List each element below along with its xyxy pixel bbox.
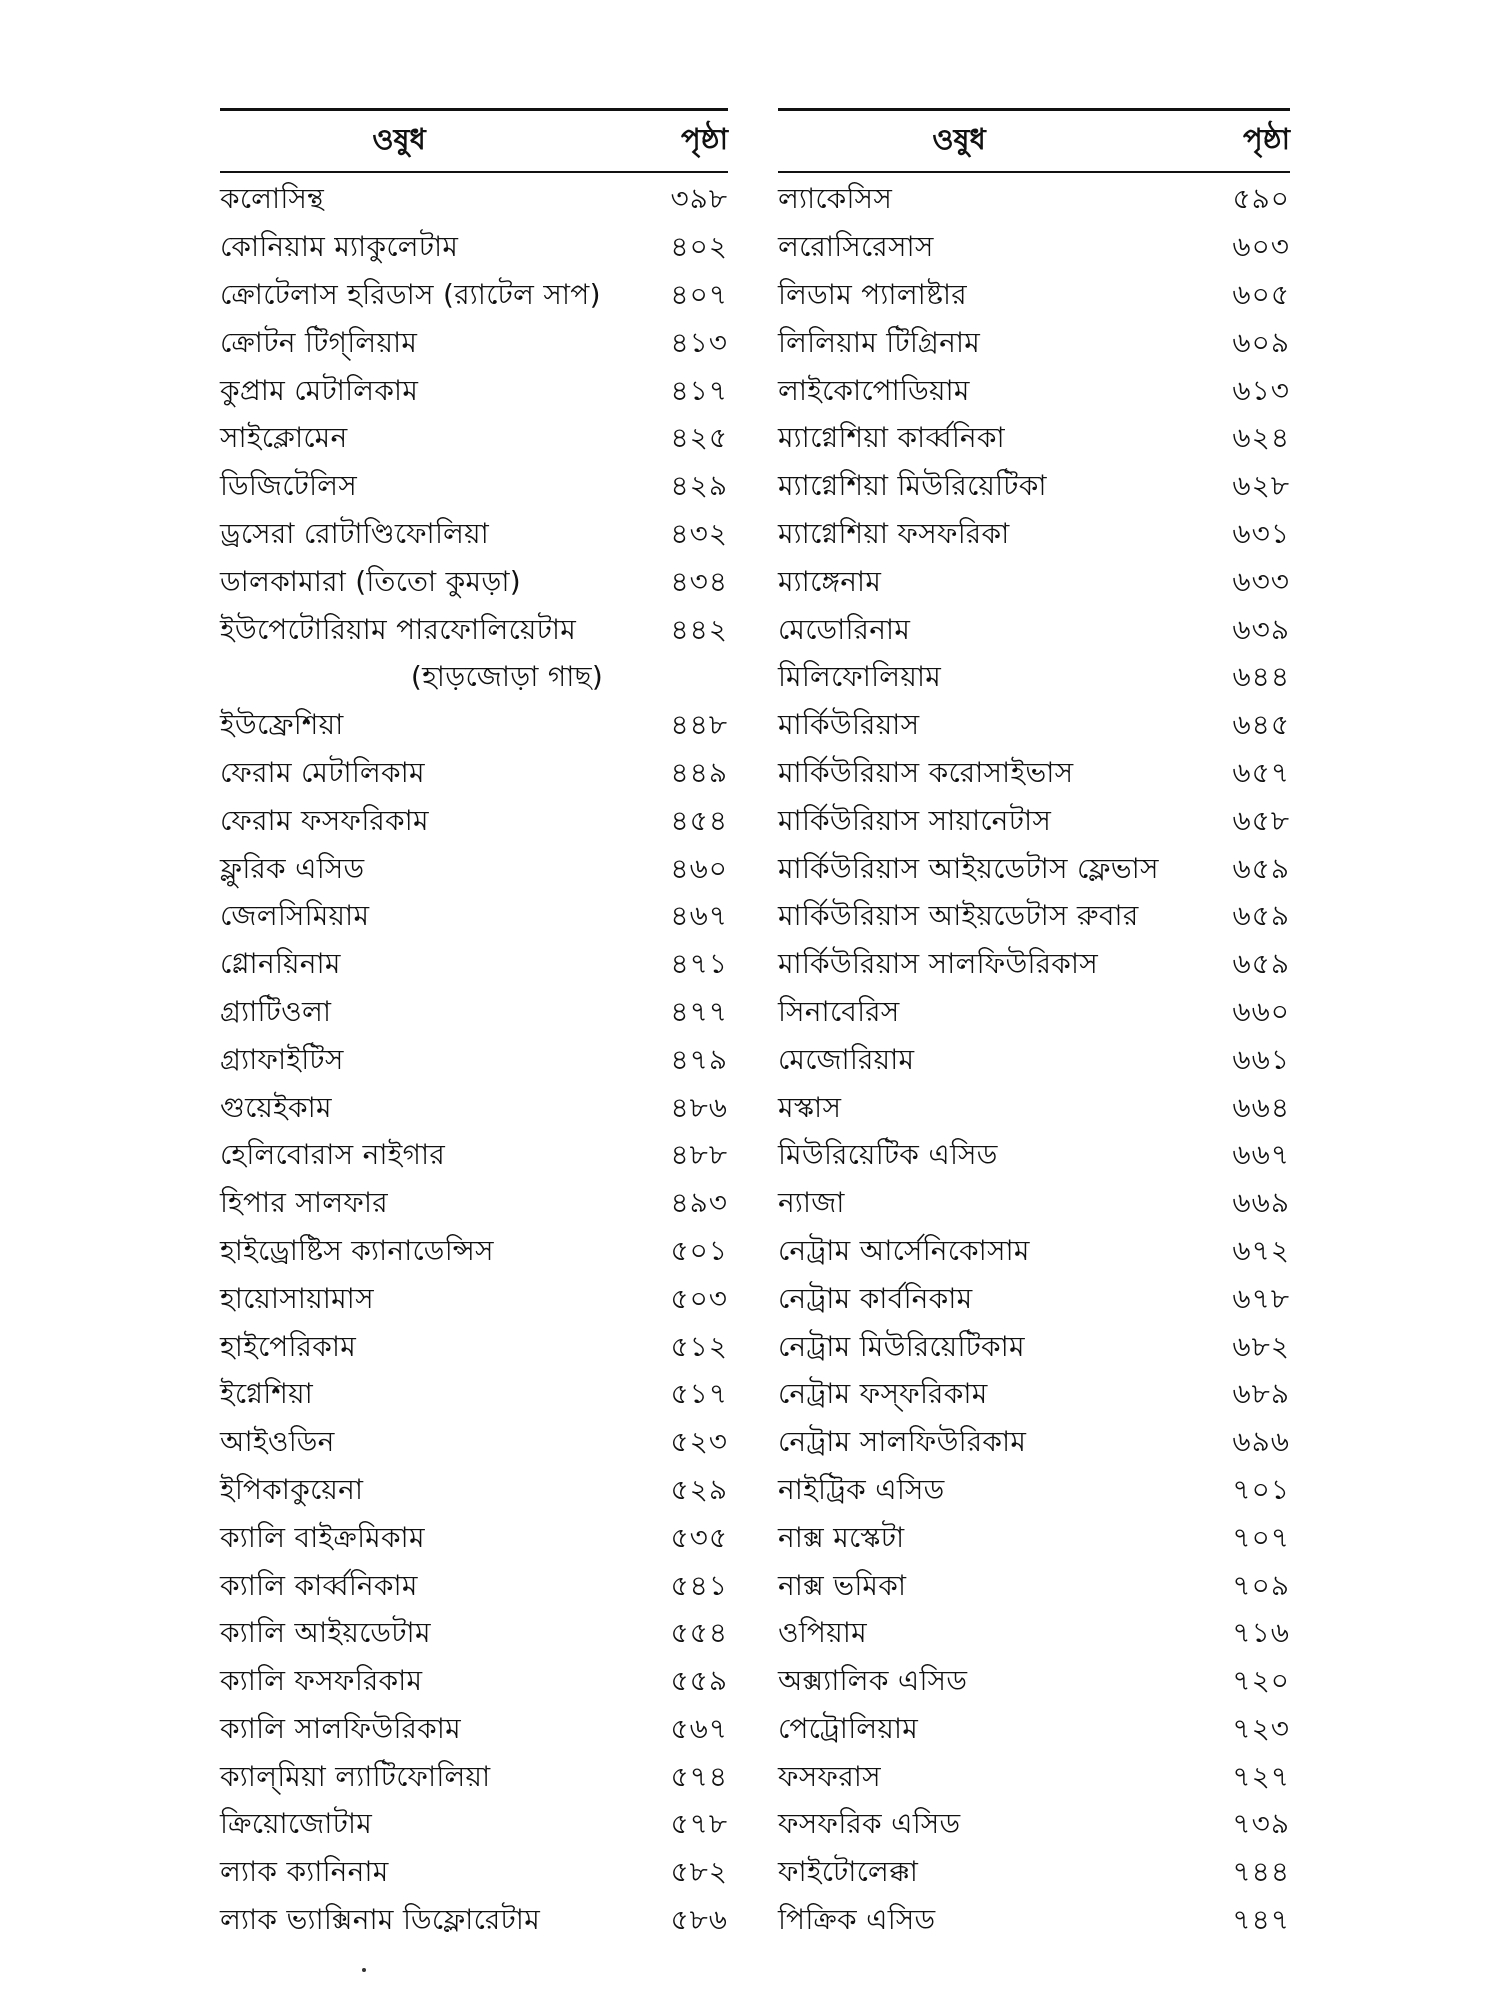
entry-name: ফেরাম মেটালিকাম bbox=[220, 755, 425, 789]
index-entry bbox=[220, 1754, 728, 1802]
entry-name: নেট্রাম ফস্‌ফরিকাম bbox=[778, 1377, 988, 1411]
entry-page: ৭২৩ bbox=[1232, 1711, 1290, 1745]
index-entry bbox=[778, 751, 1290, 799]
entry-page: ৪১৭ bbox=[670, 373, 728, 407]
index-entry bbox=[220, 846, 728, 894]
entry-name: লিলিয়াম টিগ্রিনাম bbox=[778, 325, 981, 359]
index-entry bbox=[220, 1085, 728, 1133]
entry-name: ওপিয়াম bbox=[778, 1616, 867, 1650]
entry-page: ৭২০ bbox=[1232, 1664, 1290, 1698]
index-entry bbox=[778, 655, 1290, 703]
entry-name: সাইক্লোমেন bbox=[220, 421, 348, 455]
entry-page: ৫০১ bbox=[670, 1233, 728, 1267]
index-entry bbox=[778, 1133, 1290, 1181]
entry-page: ৪৯৩ bbox=[670, 1186, 728, 1220]
entry-page: ৬৪৪ bbox=[1232, 660, 1290, 694]
entry-name: লরোসিরেসাস bbox=[778, 230, 934, 264]
entry-page: ৬০৩ bbox=[1232, 230, 1290, 264]
index-entry bbox=[778, 177, 1290, 225]
right-header bbox=[778, 111, 1290, 171]
entry-page: ৪৭১ bbox=[670, 947, 728, 981]
index-entry bbox=[778, 894, 1290, 942]
entry-page: ৬০৯ bbox=[1232, 325, 1290, 359]
index-entry bbox=[220, 559, 728, 607]
entry-page: ৬৬৪ bbox=[1232, 1090, 1290, 1124]
index-entry bbox=[220, 464, 728, 512]
index-entry bbox=[778, 1468, 1290, 1516]
entry-page: ৬৬৯ bbox=[1232, 1186, 1290, 1220]
entry-name: হায়োসায়ামাস bbox=[220, 1281, 374, 1315]
entry-page: ৪০৭ bbox=[670, 277, 728, 311]
entry-page: ৬২৮ bbox=[1232, 469, 1290, 503]
index-entry bbox=[220, 1659, 728, 1707]
stray-dot bbox=[362, 1968, 366, 1972]
entry-name: গ্র্যাফাইটিস bbox=[220, 1042, 344, 1076]
index-entry bbox=[220, 1181, 728, 1229]
entry-name: ফসফরাস bbox=[778, 1759, 881, 1793]
entry-page: ৪৩৪ bbox=[670, 564, 728, 598]
index-entry bbox=[778, 1181, 1290, 1229]
entry-page: ৪৩২ bbox=[670, 516, 728, 550]
entry-name: ম্যাঙ্গেনাম bbox=[778, 564, 882, 598]
entry-page: ৬৫৮ bbox=[1232, 803, 1290, 837]
entry-page: ৫৩৫ bbox=[670, 1520, 728, 1554]
entry-name: নেট্রাম মিউরিয়েটিকাম bbox=[778, 1329, 1025, 1363]
entry-page: ৬৩১ bbox=[1232, 516, 1290, 550]
index-entry bbox=[220, 942, 728, 990]
entry-name: ইপিকাকুয়েনা bbox=[220, 1472, 364, 1506]
index-entry bbox=[778, 846, 1290, 894]
index-entry bbox=[220, 368, 728, 416]
entry-page: ৭৪৪ bbox=[1232, 1855, 1290, 1889]
left-entry-list bbox=[220, 177, 728, 1945]
left-header bbox=[220, 111, 728, 171]
index-entry bbox=[220, 1372, 728, 1420]
index-entry bbox=[220, 1802, 728, 1850]
entry-name: ক্যালি সালফিউরিকাম bbox=[220, 1711, 462, 1745]
entry-page: ৪৪৮ bbox=[670, 708, 728, 742]
entry-name: ক্যালি কার্ব্বনিকাম bbox=[220, 1568, 418, 1602]
entry-page: ৫১২ bbox=[670, 1329, 728, 1363]
entry-page: ৭০৭ bbox=[1232, 1520, 1290, 1554]
entry-page: ৪৪৯ bbox=[670, 755, 728, 789]
index-entry bbox=[778, 273, 1290, 321]
entry-name: কুপ্রাম মেটালিকাম bbox=[220, 373, 419, 407]
index-entry bbox=[778, 942, 1290, 990]
entry-page: ৬৭৮ bbox=[1232, 1281, 1290, 1315]
entry-name: ক্রোটেলাস হরিডাস (র‍্যাটেল সাপ) bbox=[220, 277, 601, 311]
entry-page: ৭০১ bbox=[1232, 1472, 1290, 1506]
entry-name: ফসফরিক এসিড bbox=[778, 1807, 961, 1841]
entry-name: লিডাম প্যালাষ্টার bbox=[778, 277, 967, 311]
index-entry bbox=[778, 703, 1290, 751]
entry-name: হাইড্রোষ্টিস ক্যানাডেন্সিস bbox=[220, 1233, 494, 1267]
index-entry bbox=[220, 1898, 728, 1946]
entry-name: নাক্স মস্কেটা bbox=[778, 1520, 905, 1554]
entry-page: ৬৯৬ bbox=[1232, 1425, 1290, 1459]
entry-name: মার্কিউরিয়াস আইয়ডেটাস রুবার bbox=[778, 899, 1139, 933]
entry-name: ক্যাল্‌মিয়া ল্যাটিফোলিয়া bbox=[220, 1759, 491, 1793]
entry-page: ৭৩৯ bbox=[1232, 1807, 1290, 1841]
entry-page: ৩৯৮ bbox=[670, 182, 728, 216]
index-entry bbox=[778, 990, 1290, 1038]
entry-page: ৫৭৮ bbox=[670, 1807, 728, 1841]
entry-page: ৬৫৯ bbox=[1232, 851, 1290, 885]
entry-name: ক্যালি ফসফরিকাম bbox=[220, 1664, 423, 1698]
index-entry bbox=[778, 1802, 1290, 1850]
entry-name: ইউপেটোরিয়াম পারফোলিয়েটাম bbox=[220, 612, 577, 646]
entry-name: ক্রিয়োজোটাম bbox=[220, 1807, 373, 1841]
entry-page: ৫২৯ bbox=[670, 1472, 728, 1506]
entry-page: ৪৮৬ bbox=[670, 1090, 728, 1124]
index-entry bbox=[778, 798, 1290, 846]
right-entry-list bbox=[778, 177, 1290, 1945]
index-entry bbox=[220, 751, 728, 799]
entry-name: নেট্রাম আর্সেনিকোসাম bbox=[778, 1233, 1030, 1267]
entry-name: নাইট্রিক এসিড bbox=[778, 1472, 945, 1506]
entry-page: ৫৬৭ bbox=[670, 1711, 728, 1745]
index-entry bbox=[778, 1563, 1290, 1611]
entry-name: লাইকোপোডিয়াম bbox=[778, 373, 970, 407]
index-entry bbox=[220, 1420, 728, 1468]
index-entry bbox=[778, 1372, 1290, 1420]
entry-name: গ্র্যাটিওলা bbox=[220, 994, 332, 1028]
entry-name: ম্যাগ্নেশিয়া কার্ব্বনিকা bbox=[778, 421, 1005, 455]
index-entry bbox=[220, 416, 728, 464]
index-entry bbox=[220, 1707, 728, 1755]
entry-name: হেলিবোরাস নাইগার bbox=[220, 1138, 446, 1172]
right-header-name: ওষুধ bbox=[932, 121, 986, 156]
entry-page: ৬৬৭ bbox=[1232, 1138, 1290, 1172]
entry-page: ৬৮৯ bbox=[1232, 1377, 1290, 1411]
entry-page: ৫৮২ bbox=[670, 1855, 728, 1889]
index-entry bbox=[778, 368, 1290, 416]
index-entry bbox=[220, 655, 728, 703]
index-entry bbox=[220, 1324, 728, 1372]
entry-name: হিপার সালফার bbox=[220, 1186, 389, 1220]
entry-page: ৫৫৯ bbox=[670, 1664, 728, 1698]
index-entry bbox=[220, 1515, 728, 1563]
left-header-page: পৃষ্ঠা bbox=[681, 121, 728, 156]
index-entry bbox=[220, 703, 728, 751]
entry-page: ৭০৯ bbox=[1232, 1568, 1290, 1602]
entry-name: পেট্রোলিয়াম bbox=[778, 1711, 919, 1745]
entry-page: ৪০২ bbox=[670, 230, 728, 264]
entry-name: ডালকামারা (তিতো কুমড়া) bbox=[220, 564, 521, 598]
index-entry bbox=[778, 320, 1290, 368]
index-entry bbox=[778, 1085, 1290, 1133]
index-entry bbox=[778, 1898, 1290, 1946]
index-entry bbox=[220, 320, 728, 368]
entry-name: ক্যালি আইয়ডেটাম bbox=[220, 1616, 431, 1650]
index-entry bbox=[778, 1611, 1290, 1659]
entry-page: ৬৮২ bbox=[1232, 1329, 1290, 1363]
index-entry bbox=[778, 607, 1290, 655]
entry-name: মিউরিয়েটিক এসিড bbox=[778, 1138, 998, 1172]
entry-name: পিক্রিক এসিড bbox=[778, 1903, 936, 1937]
entry-name: মস্কাস bbox=[778, 1090, 842, 1124]
index-entry bbox=[778, 1850, 1290, 1898]
index-entry bbox=[220, 1037, 728, 1085]
entry-name: (হাড়জোড়া গাছ) bbox=[410, 660, 604, 694]
entry-page: ৫৫৪ bbox=[670, 1616, 728, 1650]
left-header-rule bbox=[220, 171, 728, 173]
entry-page: ৫১৭ bbox=[670, 1377, 728, 1411]
entry-name: নেট্রাম সালফিউরিকাম bbox=[778, 1425, 1027, 1459]
index-entry bbox=[778, 512, 1290, 560]
index-entry bbox=[220, 1468, 728, 1516]
index-entry bbox=[778, 464, 1290, 512]
entry-name: মার্কিউরিয়াস সালফিউরিকাস bbox=[778, 947, 1099, 981]
entry-name: মেডোরিনাম bbox=[778, 612, 911, 646]
entry-page: ৬১৩ bbox=[1232, 373, 1290, 407]
entry-page: ৬৭২ bbox=[1232, 1233, 1290, 1267]
index-entry bbox=[220, 990, 728, 1038]
entry-page: ৭২৭ bbox=[1232, 1759, 1290, 1793]
left-column bbox=[220, 108, 728, 1945]
entry-page: ৪৭৭ bbox=[670, 994, 728, 1028]
entry-page: ৪৬৭ bbox=[670, 899, 728, 933]
right-header-page: পৃষ্ঠা bbox=[1243, 121, 1290, 156]
entry-page: ৬৪৫ bbox=[1232, 708, 1290, 742]
index-entry bbox=[778, 1276, 1290, 1324]
entry-name: ম্যাগ্নেশিয়া মিউরিয়েটিকা bbox=[778, 469, 1047, 503]
entry-page: ৬৬১ bbox=[1232, 1042, 1290, 1076]
entry-name: ক্যালি বাইক্রমিকাম bbox=[220, 1520, 425, 1554]
entry-name: ম্যাগ্নেশিয়া ফসফরিকা bbox=[778, 516, 1010, 550]
index-entry bbox=[220, 798, 728, 846]
index-entry bbox=[778, 225, 1290, 273]
entry-page: ৪৮৮ bbox=[670, 1138, 728, 1172]
index-entry bbox=[778, 1037, 1290, 1085]
entry-name: নাক্স ভমিকা bbox=[778, 1568, 907, 1602]
entry-name: জেলসিমিয়াম bbox=[220, 899, 370, 933]
entry-page: ৪৭৯ bbox=[670, 1042, 728, 1076]
entry-page: ৫৮৬ bbox=[670, 1903, 728, 1937]
entry-name: ইউফ্রেশিয়া bbox=[220, 708, 344, 742]
index-entry bbox=[778, 1515, 1290, 1563]
index-entry bbox=[220, 1611, 728, 1659]
entry-page: ৪২৯ bbox=[670, 469, 728, 503]
entry-name: মার্কিউরিয়াস সায়ানেটাস bbox=[778, 803, 1052, 837]
index-entry bbox=[778, 1324, 1290, 1372]
entry-name: ল্যাক ভ্যাক্সিনাম ডিফ্লোরেটাম bbox=[220, 1903, 541, 1937]
entry-name: ন্যাজা bbox=[778, 1186, 845, 1220]
entry-name: ডিজিটেলিস bbox=[220, 469, 358, 503]
entry-name: নেট্রাম কার্বনিকাম bbox=[778, 1281, 973, 1315]
entry-name: মার্কিউরিয়াস করোসাইভাস bbox=[778, 755, 1074, 789]
entry-page: ৫৯০ bbox=[1232, 182, 1290, 216]
entry-name: ল্যাক ক্যানিনাম bbox=[220, 1855, 389, 1889]
index-entry bbox=[220, 894, 728, 942]
index-entry bbox=[220, 1563, 728, 1611]
index-entry bbox=[778, 559, 1290, 607]
entry-page: ৬৫৯ bbox=[1232, 899, 1290, 933]
index-entry bbox=[220, 1850, 728, 1898]
entry-page: ৫২৩ bbox=[670, 1425, 728, 1459]
index-entry bbox=[220, 607, 728, 655]
entry-page: ৬৬০ bbox=[1232, 994, 1290, 1028]
entry-name: মিলিফোলিয়াম bbox=[778, 660, 942, 694]
index-entry bbox=[778, 1420, 1290, 1468]
entry-name: ক্রোটন টিগ্‌লিয়াম bbox=[220, 325, 418, 359]
entry-name: কোনিয়াম ম্যাকুলেটাম bbox=[220, 230, 459, 264]
index-entry bbox=[778, 416, 1290, 464]
entry-name: মার্কিউরিয়াস আইয়ডেটাস ফ্লেভাস bbox=[778, 851, 1159, 885]
index-entry bbox=[778, 1229, 1290, 1277]
entry-page: ৪৪২ bbox=[670, 612, 728, 646]
index-entry bbox=[220, 177, 728, 225]
entry-page: ৪১৩ bbox=[670, 325, 728, 359]
entry-page: ৬৩৯ bbox=[1232, 612, 1290, 646]
entry-name: ড্রসেরা রোটাণ্ডিফোলিয়া bbox=[220, 516, 490, 550]
index-entry bbox=[220, 225, 728, 273]
index-entry bbox=[220, 512, 728, 560]
entry-name: কলোসিন্থ bbox=[220, 182, 325, 216]
entry-page: ৫৭৪ bbox=[670, 1759, 728, 1793]
index-entry bbox=[778, 1754, 1290, 1802]
entry-name: গ্লোনয়িনাম bbox=[220, 947, 341, 981]
index-entry bbox=[220, 1276, 728, 1324]
entry-page: ৫০৩ bbox=[670, 1281, 728, 1315]
entry-name: হাইপেরিকাম bbox=[220, 1329, 357, 1363]
entry-page: ৬৫৭ bbox=[1232, 755, 1290, 789]
entry-name: ল্যাকেসিস bbox=[778, 182, 893, 216]
entry-page: ৪৫৪ bbox=[670, 803, 728, 837]
entry-page: ৬৫৯ bbox=[1232, 947, 1290, 981]
entry-name: গুয়েইকাম bbox=[220, 1090, 332, 1124]
index-entry bbox=[220, 273, 728, 321]
entry-name: ফ্লুরিক এসিড bbox=[220, 851, 365, 885]
entry-page: ৭১৬ bbox=[1232, 1616, 1290, 1650]
entry-name: ফেরাম ফসফরিকাম bbox=[220, 803, 429, 837]
entry-page: ৪৬০ bbox=[670, 851, 728, 885]
entry-page: ৬২৪ bbox=[1232, 421, 1290, 455]
entry-name: আইওডিন bbox=[220, 1425, 335, 1459]
index-entry bbox=[778, 1707, 1290, 1755]
entry-page: ৫৪১ bbox=[670, 1568, 728, 1602]
entry-page: ৪২৫ bbox=[670, 421, 728, 455]
index-entry bbox=[220, 1229, 728, 1277]
entry-page: ৬৩৩ bbox=[1232, 564, 1290, 598]
right-header-rule bbox=[778, 171, 1290, 173]
entry-name: ইগ্নেশিয়া bbox=[220, 1377, 314, 1411]
entry-page: ৬০৫ bbox=[1232, 277, 1290, 311]
index-entry bbox=[220, 1133, 728, 1181]
entry-page: ৭৪৭ bbox=[1232, 1903, 1290, 1937]
entry-name: মেজোরিয়াম bbox=[778, 1042, 915, 1076]
entry-name: মার্কিউরিয়াস bbox=[778, 708, 920, 742]
left-header-name: ওষুধ bbox=[372, 121, 426, 156]
entry-name: সিনাবেরিস bbox=[778, 994, 900, 1028]
entry-name: ফাইটোলেক্কা bbox=[778, 1855, 919, 1889]
index-entry bbox=[778, 1659, 1290, 1707]
entry-name: অক্স্যালিক এসিড bbox=[778, 1664, 968, 1698]
right-column bbox=[778, 108, 1290, 1945]
